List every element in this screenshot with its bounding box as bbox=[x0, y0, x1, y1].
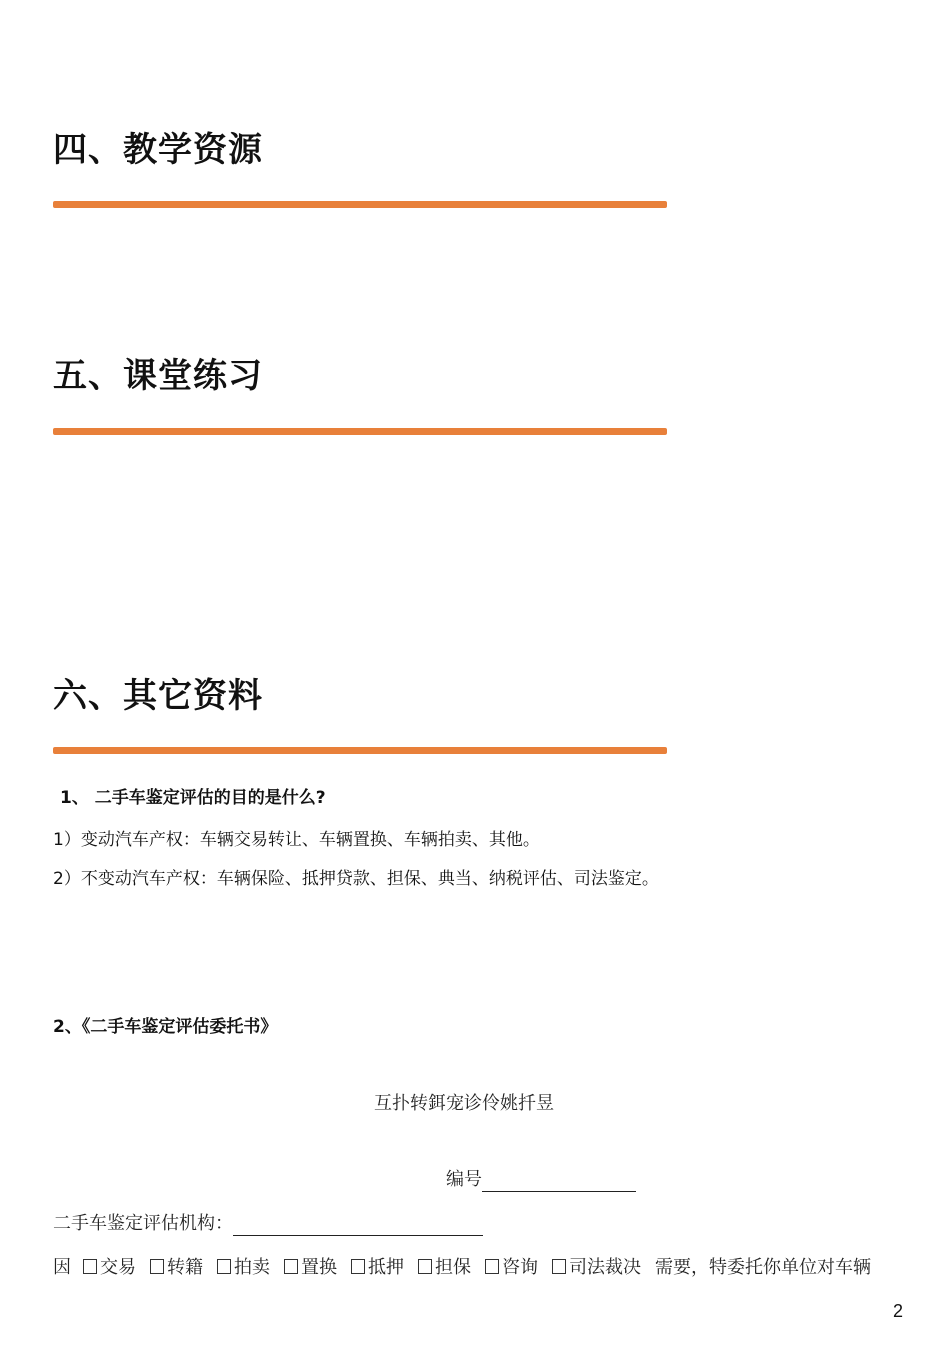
checkbox-icon bbox=[418, 1259, 432, 1274]
checkbox-option-mortgage[interactable]: 抵押 bbox=[351, 1256, 404, 1280]
form-number-row bbox=[446, 1168, 636, 1192]
checkbox-icon bbox=[284, 1259, 298, 1274]
checkbox-icon bbox=[217, 1259, 231, 1274]
form-agency-row bbox=[53, 1212, 483, 1236]
checkbox-option-transfer[interactable]: 转籍 bbox=[150, 1256, 203, 1280]
answer-line-1: 1）变动汽车产权：车辆交易转让、车辆置换、车辆拍卖、其他。 bbox=[53, 830, 540, 850]
form-reason-suffix: 需要，特委托你单位对车辆 bbox=[655, 1257, 871, 1278]
section-title-other-materials: 六、其它资料 bbox=[53, 676, 263, 716]
checkbox-icon bbox=[485, 1259, 499, 1274]
form-number-field[interactable] bbox=[482, 1171, 636, 1192]
checkbox-option-guarantee[interactable]: 担保 bbox=[418, 1256, 471, 1280]
form-agency-field[interactable] bbox=[233, 1215, 483, 1236]
section-divider bbox=[53, 428, 667, 435]
checkbox-option-replacement[interactable]: 置换 bbox=[284, 1256, 337, 1280]
checkbox-icon bbox=[150, 1259, 164, 1274]
checkbox-option-auction[interactable]: 拍卖 bbox=[217, 1256, 270, 1280]
checkbox-option-consulting[interactable]: 咨询 bbox=[485, 1256, 538, 1280]
form-reason-row bbox=[53, 1256, 871, 1280]
checkbox-icon bbox=[552, 1259, 566, 1274]
form-number-label: 编号 bbox=[446, 1169, 482, 1190]
form-title: 互扑转鉺宠诊伶姚扦昱 bbox=[374, 1093, 554, 1114]
page-number: 2 bbox=[893, 1301, 904, 1321]
checkbox-icon bbox=[83, 1259, 97, 1274]
section-title-teaching-resources: 四、教学资源 bbox=[53, 130, 263, 170]
checkbox-option-judicial[interactable]: 司法裁决 bbox=[552, 1256, 641, 1280]
form-agency-label: 二手车鉴定评估机构： bbox=[53, 1213, 233, 1234]
form-reason-prefix: 因 bbox=[53, 1257, 71, 1278]
section-title-class-exercise: 五、课堂练习 bbox=[53, 356, 263, 396]
section-divider bbox=[53, 747, 667, 754]
question-1-title: 1、 二手车鉴定评估的目的是什么? bbox=[60, 788, 326, 808]
checkbox-icon bbox=[351, 1259, 365, 1274]
section-divider bbox=[53, 201, 667, 208]
answer-line-2: 2）不变动汽车产权：车辆保险、抵押贷款、担保、典当、纳税评估、司法鉴定。 bbox=[53, 869, 659, 889]
question-2-title: 2、《二手车鉴定评估委托书》 bbox=[53, 1017, 278, 1037]
checkbox-option-trade[interactable]: 交易 bbox=[83, 1256, 136, 1280]
